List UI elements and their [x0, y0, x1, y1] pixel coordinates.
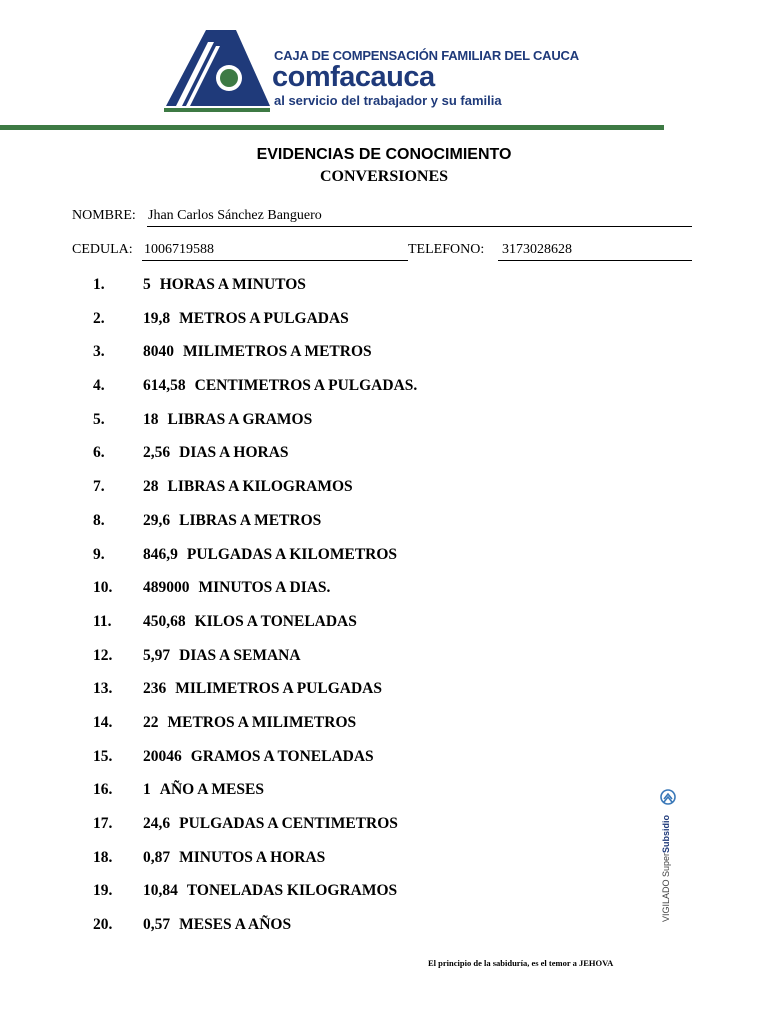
item-text: MINUTOS A HORAS	[179, 848, 326, 866]
item-text: LIBRAS A KILOGRAMOS	[167, 478, 353, 496]
item-text: DIAS A SEMANA	[179, 646, 301, 664]
item-value: 0,57	[143, 916, 171, 934]
item-text: PULGADAS A KILOMETROS	[186, 545, 398, 563]
footer-quote: El principio de la sabiduría, es el temor a JEHOVA	[428, 958, 614, 968]
item-value: 450,68	[143, 612, 186, 630]
item-number: 10.	[93, 579, 113, 597]
item-value: 8040	[143, 343, 174, 361]
item-value: 18	[143, 410, 159, 428]
name-label: NOMBRE:	[72, 208, 136, 223]
comfacauca-emblem-icon	[162, 28, 272, 112]
item-value: 22	[143, 713, 159, 731]
conversion-list	[93, 276, 417, 950]
item-value: 5	[143, 276, 151, 293]
item-text: LIBRAS A GRAMOS	[167, 410, 313, 428]
list-item	[93, 748, 417, 782]
item-number: 16.	[93, 781, 113, 799]
list-item	[93, 444, 417, 478]
item-value: 5,97	[143, 646, 171, 664]
item-number: 5.	[93, 410, 105, 428]
id-label: CEDULA:	[72, 242, 133, 257]
phone-value: 3173028628	[502, 242, 572, 257]
supersubsidio-logo-icon	[660, 788, 676, 806]
id-phone-field	[72, 242, 692, 262]
list-item	[93, 310, 417, 344]
item-text: MINUTOS A DIAS.	[198, 579, 331, 597]
item-number: 20.	[93, 916, 113, 934]
item-value: 489000	[143, 579, 190, 597]
item-number: 12.	[93, 646, 113, 664]
item-text: DIAS A HORAS	[179, 444, 289, 462]
list-item	[93, 546, 417, 580]
comfacauca-logo	[162, 28, 579, 112]
item-text: MILIMETROS A METROS	[183, 343, 372, 361]
item-text: AÑO A MESES	[159, 781, 264, 799]
supersubsidio-watermark	[656, 788, 680, 924]
phone-label: TELEFONO:	[408, 242, 485, 257]
list-item	[93, 276, 417, 310]
item-text: TONELADAS KILOGRAMOS	[186, 882, 398, 900]
brand-tagline: al servicio del trabajador y su familia	[274, 93, 502, 108]
item-value: 10,84	[143, 882, 178, 900]
id-value: 1006719588	[144, 242, 214, 257]
item-text: PULGADAS A CENTIMETROS	[179, 815, 398, 832]
item-text: HORAS A MINUTOS	[159, 276, 306, 293]
item-text: MILIMETROS A PULGADAS	[175, 680, 382, 698]
item-value: 846,9	[143, 545, 178, 563]
item-text: CENTIMETROS A PULGADAS.	[194, 377, 418, 395]
item-number: 2.	[93, 309, 105, 327]
item-number: 13.	[93, 680, 113, 698]
item-value: 20046	[143, 747, 182, 765]
list-item	[93, 680, 417, 714]
list-item	[93, 916, 417, 950]
header-divider	[0, 125, 664, 130]
item-value: 0,87	[143, 848, 171, 866]
list-item	[93, 849, 417, 883]
list-item	[93, 882, 417, 916]
item-text: LIBRAS A METROS	[179, 511, 322, 529]
item-number: 11.	[93, 612, 112, 630]
item-text: METROS A MILIMETROS	[167, 713, 357, 731]
item-value: 236	[143, 680, 167, 698]
item-number: 4.	[93, 377, 105, 395]
item-number: 6.	[93, 444, 105, 462]
item-number: 17.	[93, 815, 113, 832]
item-number: 9.	[93, 545, 105, 563]
item-number: 19.	[93, 882, 113, 900]
list-item	[93, 579, 417, 613]
watermark-text	[661, 815, 671, 922]
list-item	[93, 714, 417, 748]
item-number: 14.	[93, 713, 113, 731]
item-number: 7.	[93, 478, 105, 496]
document-title: EVIDENCIAS DE CONOCIMIENTO	[256, 146, 512, 163]
item-text: GRAMOS A TONELADAS	[190, 747, 374, 765]
name-value: Jhan Carlos Sánchez Banguero	[148, 208, 322, 223]
watermark-prefix: VIGILADO Super	[661, 852, 671, 922]
item-number: 1.	[93, 276, 105, 293]
item-number: 15.	[93, 747, 113, 765]
item-text: METROS A PULGADAS	[179, 309, 349, 327]
item-value: 19,8	[143, 309, 171, 327]
brand-name: comfacauca	[272, 61, 435, 93]
list-item	[93, 411, 417, 445]
list-item	[93, 343, 417, 377]
item-number: 8.	[93, 511, 105, 529]
item-value: 28	[143, 478, 159, 496]
item-number: 18.	[93, 848, 113, 866]
item-value: 24,6	[143, 815, 171, 832]
list-item	[93, 815, 417, 849]
watermark-emphasis: Subsidio	[661, 814, 671, 853]
org-name: CAJA DE COMPENSACIÓN FAMILIAR DEL CAUCA	[274, 48, 579, 63]
list-item	[93, 781, 417, 815]
item-value: 614,58	[143, 377, 186, 395]
item-text: MESES A AÑOS	[179, 916, 292, 934]
list-item	[93, 478, 417, 512]
list-item	[93, 613, 417, 647]
item-value: 2,56	[143, 444, 171, 462]
item-text: KILOS A TONELADAS	[194, 612, 357, 630]
list-item	[93, 377, 417, 411]
list-item	[93, 647, 417, 681]
item-value: 29,6	[143, 511, 171, 529]
document-subtitle: CONVERSIONES	[319, 168, 449, 185]
name-field	[72, 208, 692, 228]
item-value: 1	[143, 781, 151, 799]
item-number: 3.	[93, 343, 105, 361]
list-item	[93, 512, 417, 546]
